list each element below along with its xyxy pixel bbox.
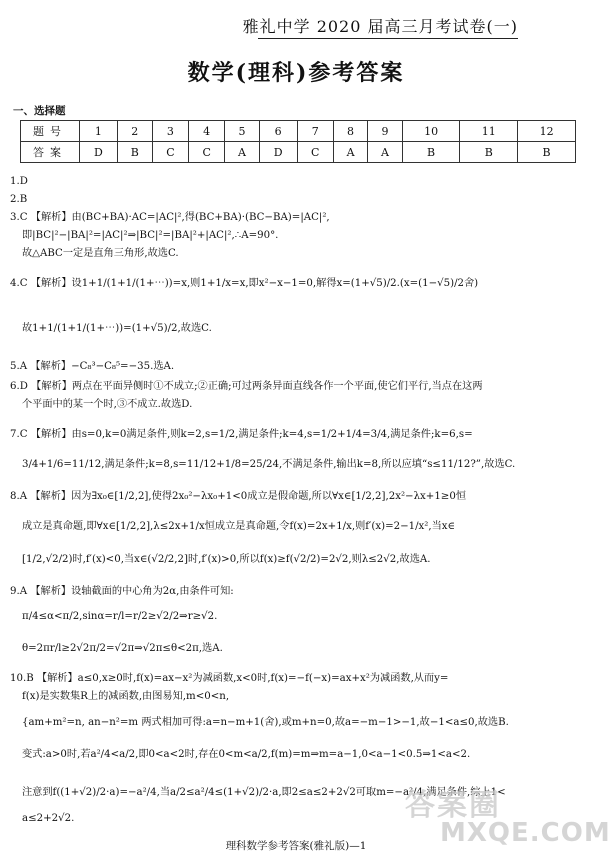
answer-cell: A	[333, 142, 367, 163]
document-title: 数学(理科)参考答案	[187, 60, 405, 86]
solution-line: θ=2πr/l≥2√2π/2=√2π⇒√2π≤θ<2π,选A.	[22, 643, 223, 654]
answer-cell: B	[117, 142, 152, 163]
solution-line: 故△ABC一定是直角三角形,故选C.	[22, 248, 179, 259]
answer-table	[20, 120, 576, 163]
header-rule	[258, 38, 518, 39]
question-number-row	[21, 121, 576, 142]
question-number: 2	[117, 121, 152, 142]
solution-line: 4.C 【解析】设1+1/(1+1/(1+⋯))=x,则1+1/x=x,即x²−x−1=0,解得x=(1+√5)/2.(x=(1−√5)/2舍)	[10, 278, 479, 289]
row-label-question: 题号	[21, 121, 80, 142]
solution-line: 5.A 【解析】−C₈³−C₈⁵=−35.选A.	[10, 361, 175, 372]
answer-cell: C	[152, 142, 188, 163]
watermark-logo: 答案圈	[405, 788, 501, 823]
answer-cell: B	[518, 142, 576, 163]
answer-cell: C	[297, 142, 333, 163]
solution-line: a≤2+2√2.	[22, 813, 75, 824]
question-number: 12	[518, 121, 576, 142]
watermark-site: MXQE.COM	[440, 818, 611, 848]
answer-row	[21, 142, 576, 163]
solution-line: 8.A 【解析】因为∃x₀∈[1/2,2],使得2x₀²−λx₀+1<0成立是假命题,所以∀x∈[1/2,2],2x²−λx+1≥0恒	[10, 491, 467, 502]
solution-line: f(x)是实数集R上的减函数,由图易知,m<0<n,	[22, 691, 230, 702]
solution-line: 即|BC|²−|BA|²=|AC|²⇒|BC|²=|BA|²+|AC|²,∴A=90°.	[22, 230, 279, 241]
answer-cell: D	[259, 142, 297, 163]
question-number: 10	[402, 121, 460, 142]
answer-cell: B	[460, 142, 518, 163]
solution-line: 7.C 【解析】由s=0,k=0满足条件,则k=2,s=1/2,满足条件;k=4,s=1/2+1/4=3/4,满足条件;k=6,s=	[10, 429, 473, 440]
section-heading: 一、选择题	[13, 105, 66, 117]
solution-line: {am+m²=n, an−n²=m 两式相加可得:a=n−m+1(舍),或m+n=0,故a=−m−1>−1,故−1<a≤0,故选B.	[22, 717, 509, 728]
answer-cell: A	[225, 142, 259, 163]
question-number: 7	[297, 121, 333, 142]
solution-line: 故1+1/(1+1/(1+⋯))=(1+√5)/2,故选C.	[22, 323, 212, 334]
solution-line: 变式:a>0时,若a²/4<a/2,即0<a<2时,存在0<m<a/2,f(m)=m⇒m=a−1,0<a−1<0.5⇒1<a<2.	[22, 749, 471, 760]
solution-line: 3/4+1/6=11/12,满足条件;k=8,s=11/12+1/8=25/24,不满足条件,输出k=8,所以应填“s≤11/12?”,故选C.	[22, 459, 516, 470]
answer-cell: D	[80, 142, 118, 163]
solution-line: 6.D 【解析】两点在平面异侧时①不成立;②正确;可过两条异面直线各作一个平面,使它们平行,当点在这两	[10, 381, 483, 392]
solution-line: π/4≤α<π/2,sinα=r/l=r/2≥√2/2⇒r≥√2.	[22, 611, 218, 622]
exam-header: 雅礼中学 2020 届高三月考试卷(一)	[242, 17, 518, 36]
question-number: 8	[333, 121, 367, 142]
row-label-answer: 答案	[21, 142, 80, 163]
question-number: 9	[368, 121, 402, 142]
solution-line: [1/2,√2/2)时,f′(x)<0,当x∈(√2/2,2]时,f′(x)>0,所以f(x)≥f(√2/2)=2√2,则λ≤2√2,故选A.	[22, 554, 431, 565]
solution-line: 10.B 【解析】a≤0,x≥0时,f(x)=ax−x²为减函数,x<0时,f(x)=−f(−x)=ax+x²为减函数,从而y=	[10, 673, 449, 684]
solution-line: 注意到f((1+√2)/2·a)=−a²/4,当a/2≤a²/4≤(1+√2)/2·a,即2≤a≤2+2√2可取m=−a²/4,满足条件,综上1<	[22, 787, 506, 798]
answer-cell: A	[368, 142, 402, 163]
solution-line: 1.D	[10, 176, 28, 187]
question-number: 11	[460, 121, 518, 142]
question-number: 1	[80, 121, 118, 142]
answer-cell: B	[402, 142, 460, 163]
question-number: 3	[152, 121, 188, 142]
solution-line: 个平面中的某一个时,③不成立.故选D.	[22, 399, 193, 410]
question-number: 4	[189, 121, 225, 142]
question-number: 5	[225, 121, 259, 142]
solution-line: 成立是真命题,即∀x∈[1/2,2],λ≤2x+1/x恒成立是真命题,令f(x)=2x+1/x,则f′(x)=2−1/x²,当x∈	[22, 521, 456, 532]
question-number: 6	[259, 121, 297, 142]
answer-cell: C	[189, 142, 225, 163]
solution-line: 2.B	[10, 194, 28, 205]
solution-line: 3.C 【解析】由(BC+BA)·AC=|AC|²,得(BC+BA)·(BC−BA)=|AC|²,	[10, 212, 330, 223]
solution-line: 9.A 【解析】设轴截面的中心角为2α,由条件可知:	[10, 586, 234, 597]
page-footer: 理科数学参考答案(雅礼版)—1	[225, 840, 367, 852]
